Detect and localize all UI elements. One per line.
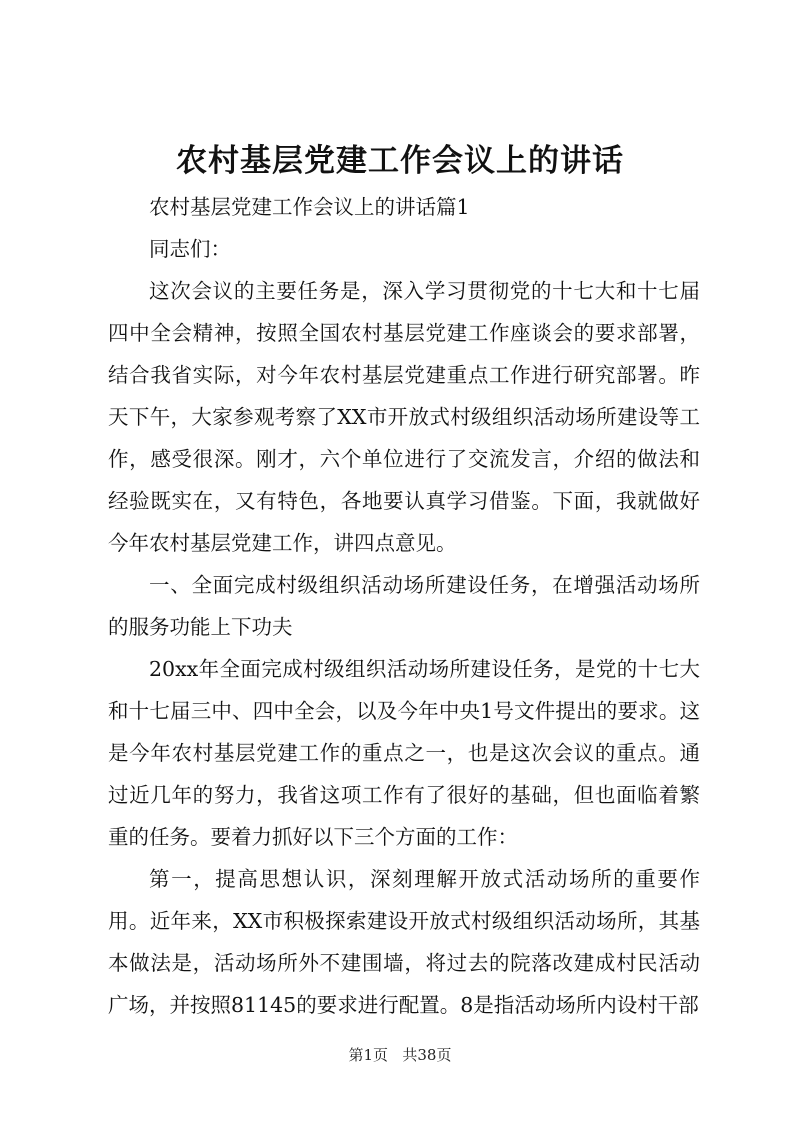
document-title: 农村基层党建工作会议上的讲话 [176,143,624,179]
paragraph-intro: 这次会议的主要任务是，深入学习贯彻党的十七大和十七届四中全会精神，按照全国农村基层党建工作座谈会的要求部署，结合我省实际，对今年农村基层党建重点工作进行研究部署。昨天下午，大家参观考察了XX市开放式村级组织活动场所建设等工作，感受很深。刚才，六个单位进行了交流发言，介绍的做法和经验既实在，又有特色，各地要认真学习借鉴。下面，我就做好今年农村基层党建工作，讲四点意见。 [108,279,700,555]
document-body [108,186,700,1026]
page-number: 第1页 [348,1046,389,1064]
section-heading-1: 一、全面完成村级组织活动场所建设任务，在增强活动场所的服务功能上下功夫 [108,573,700,639]
paragraph-point-1: 第一，提高思想认识，深刻理解开放式活动场所的重要作用。近年来，XX市积极探索建设开放式村级组织活动场所，其基本做法是，活动场所外不建围墙，将过去的院落改建成村民活动广场，并按照81145的要求进行配置。8是指活动场所内设村干部 [108,867,700,1017]
paragraph-section-1: 20xx年全面完成村级组织活动场所建设任务，是党的十七大和十七届三中、四中全会，以及今年中央1号文件提出的要求。这是今年农村基层党建工作的重点之一，也是这次会议的重点。通过近几年的努力，我省这项工作有了很好的基础，但也面临着繁重的任务。要着力抓好以下三个方面的工作： [108,657,700,849]
page-total: 共38页 [402,1046,452,1064]
page-separator [393,1046,398,1064]
paragraph-salutation: 同志们： [149,237,231,261]
document-subtitle: 农村基层党建工作会议上的讲话篇1 [149,195,470,219]
page-footer [0,1044,800,1066]
